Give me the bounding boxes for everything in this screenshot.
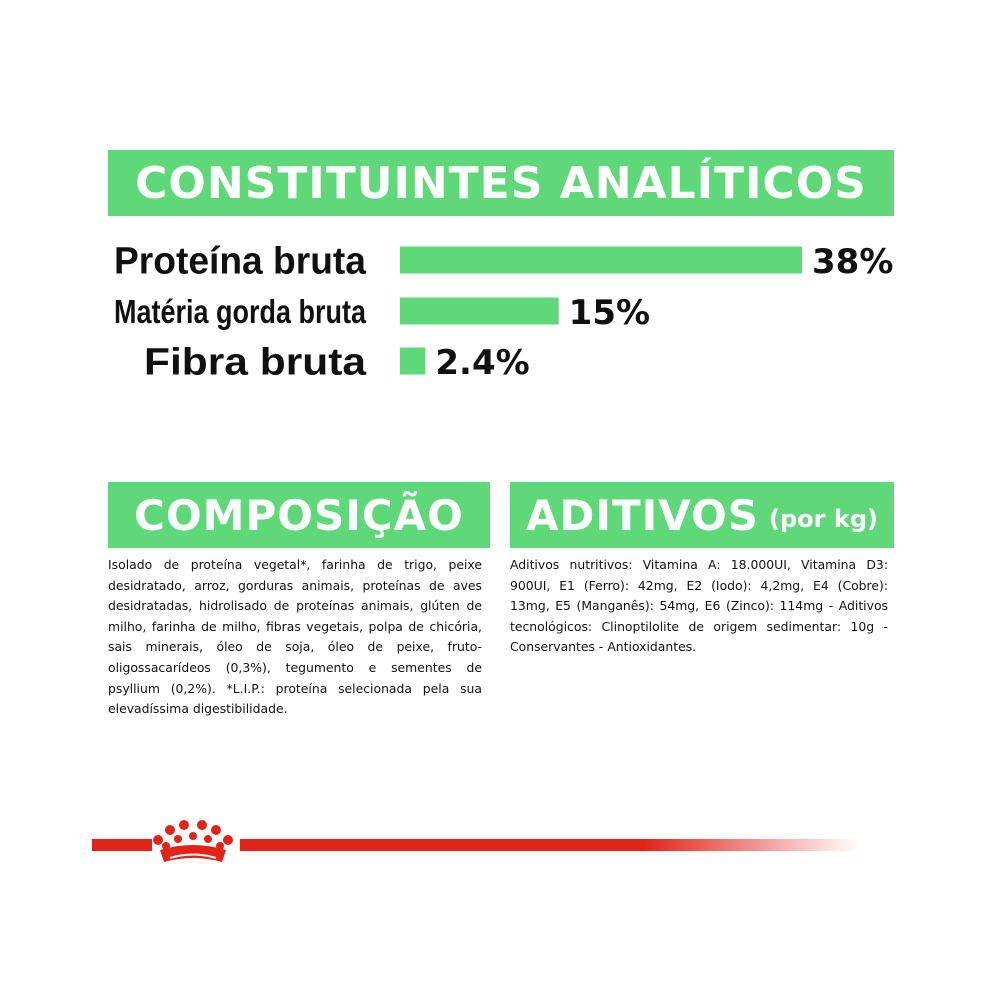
bar (400, 348, 425, 375)
royal-canin-crown-icon (150, 818, 236, 868)
bar (400, 298, 559, 325)
category-label: Proteína bruta (114, 240, 367, 283)
aditivos-banner (510, 482, 894, 548)
composicao-banner (108, 482, 490, 548)
composicao-text: Isolado de proteína vegetal*, farinha de trigo, peixe desidratado, arroz, gorduras animais, proteínas de aves desidratadas, hidrolisado de proteínas animais, glúten de milho, farinha de milho, fibras vegetais, polpa de chicória, sais minerais, óleo de soja, óleo de peixe, fruto-oligossacarídeos (0,3%), tegumento e sementes de psyllium (0,2%). *L.I.P.: proteína selecionada pela sua elevadíssima digestibilidade. (108, 557, 482, 717)
constituintes-title: CONSTITUINTES ANALÍTICOS (135, 157, 867, 209)
bar (400, 247, 802, 274)
footer-line-left (92, 839, 152, 851)
value-label: 38% (812, 242, 894, 282)
category-label: Fibra bruta (144, 341, 367, 384)
value-label: 15% (568, 293, 651, 333)
footer-line-right (240, 839, 860, 851)
value-label: 2.4% (435, 343, 530, 383)
category-label: Matéria gorda bruta (114, 292, 367, 330)
aditivos-unit: (por kg) (769, 505, 878, 533)
aditivos-title: ADITIVOS (526, 490, 760, 540)
composicao-title: COMPOSIÇÃO (134, 490, 464, 540)
aditivos-text: Aditivos nutritivos: Vitamina A: 18.000UI, Vitamina D3: 900UI, E1 (Ferro): 42mg, E2 (Iodo): 4,2mg, E4 (Cobre): 13mg, E5 (Manganês): 54mg, E6 (Zinco): 114mg - Aditivos tecnológicos: Clinoptilolite de origem sedimentar: 10g - Conservantes - Antioxidantes. (510, 557, 888, 655)
